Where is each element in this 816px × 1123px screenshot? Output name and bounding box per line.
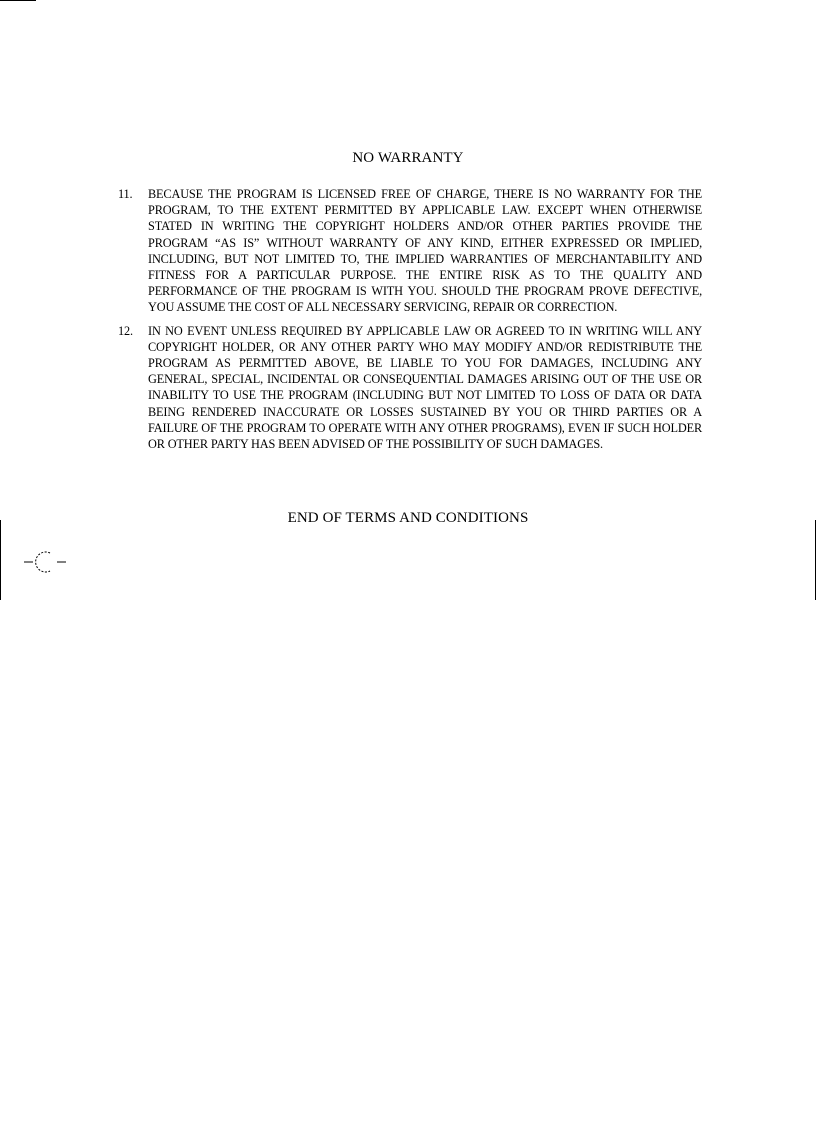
clause-text: BECAUSE THE PROGRAM IS LICENSED FREE OF CHARGE, THERE IS NO WARRANTY FOR THE PROGRAM, TO THE EXTENT PERMITTED BY APPLICABLE LAW. EXCEPT WHEN OTHERWISE STATED IN WRITING THE COPYRIGHT HOLDERS AND/OR OTHER PARTIES PROVIDE THE PROGRAM “AS IS” WITHOUT WARRANTY OF ANY KIND, EITHER EXPRESSED OR IMPLIED, INCLUDING, BUT NOT LIMITED TO, THE IMPLIED WARRANTIES OF MERCHANTABILITY AND FITNESS FOR A PARTICULAR PURPOSE. THE ENTIRE RISK AS TO THE QUALITY AND PERFORMANCE OF THE PROGRAM IS WITH YOU. SHOULD THE PROGRAM PROVE DEFECTIVE, YOU ASSUME THE COST OF ALL NECESSARY SERVICING, REPAIR OR CORRECTION. xyxy=(148,187,702,315)
clause-list xyxy=(118,186,702,459)
heading-end-of-terms: END OF TERMS AND CONDITIONS xyxy=(287,510,529,526)
clause-number: 12. xyxy=(118,323,133,338)
registration-mark-icon xyxy=(24,549,68,575)
margin-rule-left xyxy=(0,520,1,600)
clause-number: 11. xyxy=(118,187,133,201)
clause-text: IN NO EVENT UNLESS REQUIRED BY APPLICABLE LAW OR AGREED TO IN WRITING WILL ANY COPYRIGHT HOLDER, OR ANY OTHER PARTY WHO MAY MODIFY AND/OR REDISTRIBUTE THE PROGRAM AS PERMITTED ABOVE, BE LIABLE TO YOU FOR DAMAGES, INCLUDING ANY GENERAL, SPECIAL, INCIDENTAL OR CONSEQUENTIAL DAMAGES ARISING OUT OF THE USE OR INABILITY TO USE THE PROGRAM (INCLUDING BUT NOT LIMITED TO LOSS OF DATA OR DATA BEING RENDERED INACCURATE OR LOSSES SUSTAINED BY YOU OR THIRD PARTIES OR A FAILURE OF THE PROGRAM TO OPERATE WITH ANY OTHER PROGRAMS), EVEN IF SUCH HOLDER OR OTHER PARTY HAS BEEN ADVISED OF THE POSSIBILITY OF SUCH DAMAGES. xyxy=(148,323,702,452)
clause-11 xyxy=(118,186,702,316)
clause-12 xyxy=(118,323,702,453)
heading-no-warranty: NO WARRANTY xyxy=(352,150,464,166)
crop-mark xyxy=(0,0,36,1)
